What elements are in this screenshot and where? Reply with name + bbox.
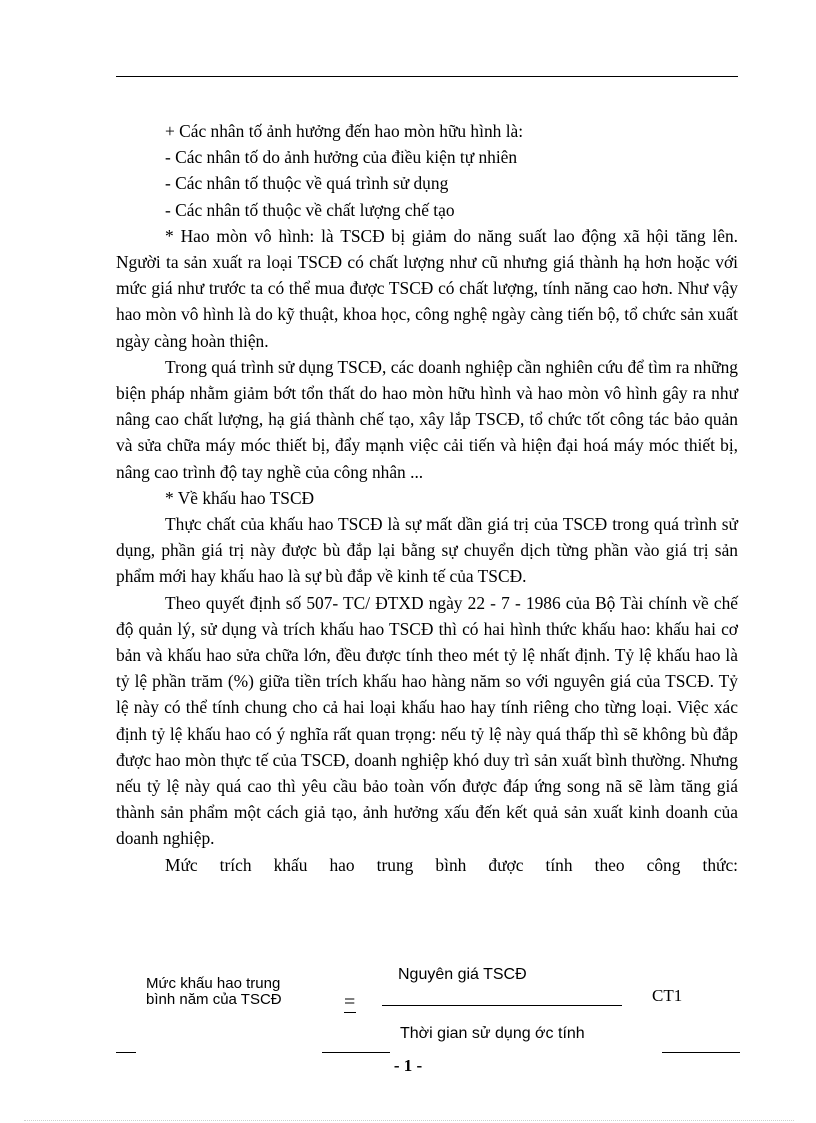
formula-equals-underline xyxy=(344,1012,356,1013)
formula-label: CT1 xyxy=(652,986,683,1005)
fraction-bar xyxy=(382,1005,622,1006)
page-number: - 1 - xyxy=(393,1056,423,1075)
list-item: - Các nhân tố thuộc về quá trình sử dụng xyxy=(165,173,449,194)
formula-numerator: Nguyên giá TSCĐ xyxy=(398,966,527,983)
formula-lhs xyxy=(146,976,282,1008)
footer-rule-segment xyxy=(322,1052,390,1053)
list-item: + Các nhân tố ảnh hưởng đến hao mòn hữu hình là: xyxy=(165,121,524,141)
paragraph-measures: Trong quá trình sử dụng TSCĐ, các doanh nghiệp cần nghiên cứu để tìm ra những biện pháp nhằm giảm bớt tổn thất do hao mòn hữu hình và hao mòn vô hình gây ra như nâng cao chất lượng, hạ giá thành chế tạo, xây lắp TSCĐ, tổ chức tốt công tác bảo quản và sửa chữa máy móc thiết bị, đẩy mạnh việc cải tiến và hiện đại hoá máy móc thiết bị, nâng cao trình độ tay nghề của công nhân ... xyxy=(116,356,738,482)
paragraph-intangible-wear: * Hao mòn vô hình: là TSCĐ bị giảm do năng suất lao động xã hội tăng lên. Người ta sản xuất ra loại TSCĐ có chất lượng như cũ nhưng giá thành hạ hơn hoặc với mức giá như trước ta có thể mua được TSCĐ có chất lượng, tính năng cao hơn. Như vậy hao mòn vô hình là do kỹ thuật, khoa học, công nghệ ngày càng tiến bộ, tổ chức sản xuất ngày càng hoàn thiện. xyxy=(116,225,738,351)
paragraph-regulation: Theo quyết định số 507- TC/ ĐTXD ngày 22 - 7 - 1986 của Bộ Tài chính về chế độ quản lý, sử dụng và trích khấu hao TSCĐ thì có hai hình thức khấu hao: khấu hai cơ bản và khấu hao sửa chữa lớn, đều được tính theo mét tỷ lệ nhất định. Tỷ lệ khấu hao là tỷ lệ phần trăm (%) giữa tiền trích khấu hao hàng năm so với nguyên giá của TSCĐ. Tỷ lệ này có thể tính chung cho cả hai loại khấu hao hay tính riêng cho từng loại. Việc xác định tỷ lệ khấu hao có ý nghĩa rất quan trọng: nếu tỷ lệ này quá thấp thì sẽ không bù đắp được hao mòn thực tế của TSCĐ, doanh nghiệp khó duy trì sản xuất bình thường. Nhưng nếu tỷ lệ này quá cao thì yêu cầu bảo toàn vốn được đáp ứng song nã sẽ làm tăng giá thành sản phẩm một cách giả tạo, ảnh hưởng xấu đến kết quả sản xuất kinh doanh của doanh nghiệp. xyxy=(116,592,738,849)
list-item: - Các nhân tố thuộc về chất lượng chế tạo xyxy=(165,199,455,220)
list-item: - Các nhân tố do ảnh hưởng của điều kiện tự nhiên xyxy=(165,147,518,168)
document-body xyxy=(116,118,738,878)
paragraph-formula-intro: Mức trích khấu hao trung bình được tính theo công thức: xyxy=(165,854,738,875)
paragraph-depreciation-essence: Thực chất của khấu hao TSCĐ là sự mất dần giá trị của TSCĐ trong quá trình sử dụng, phần giá trị này được bù đắp lại bằng sự chuyển dịch từng phần vào giá trị sản phẩm mới hay khấu hao là sự bù đắp về kinh tế của TSCĐ. xyxy=(116,514,738,587)
footer-rule-segment xyxy=(662,1052,740,1053)
footer-rule-segment xyxy=(116,1052,136,1053)
header-rule xyxy=(116,76,738,77)
section-heading: * Về khấu hao TSCĐ xyxy=(165,487,315,508)
formula-lhs-line: bình năm của TSCĐ xyxy=(146,991,282,1008)
formula-denominator: Thời gian sử dụng ớc tính xyxy=(400,1025,585,1042)
formula-equals: = xyxy=(344,991,356,1013)
formula-lhs-line: Mức khấu hao trung xyxy=(146,975,281,992)
page-edge-dotted-line xyxy=(24,1120,794,1121)
